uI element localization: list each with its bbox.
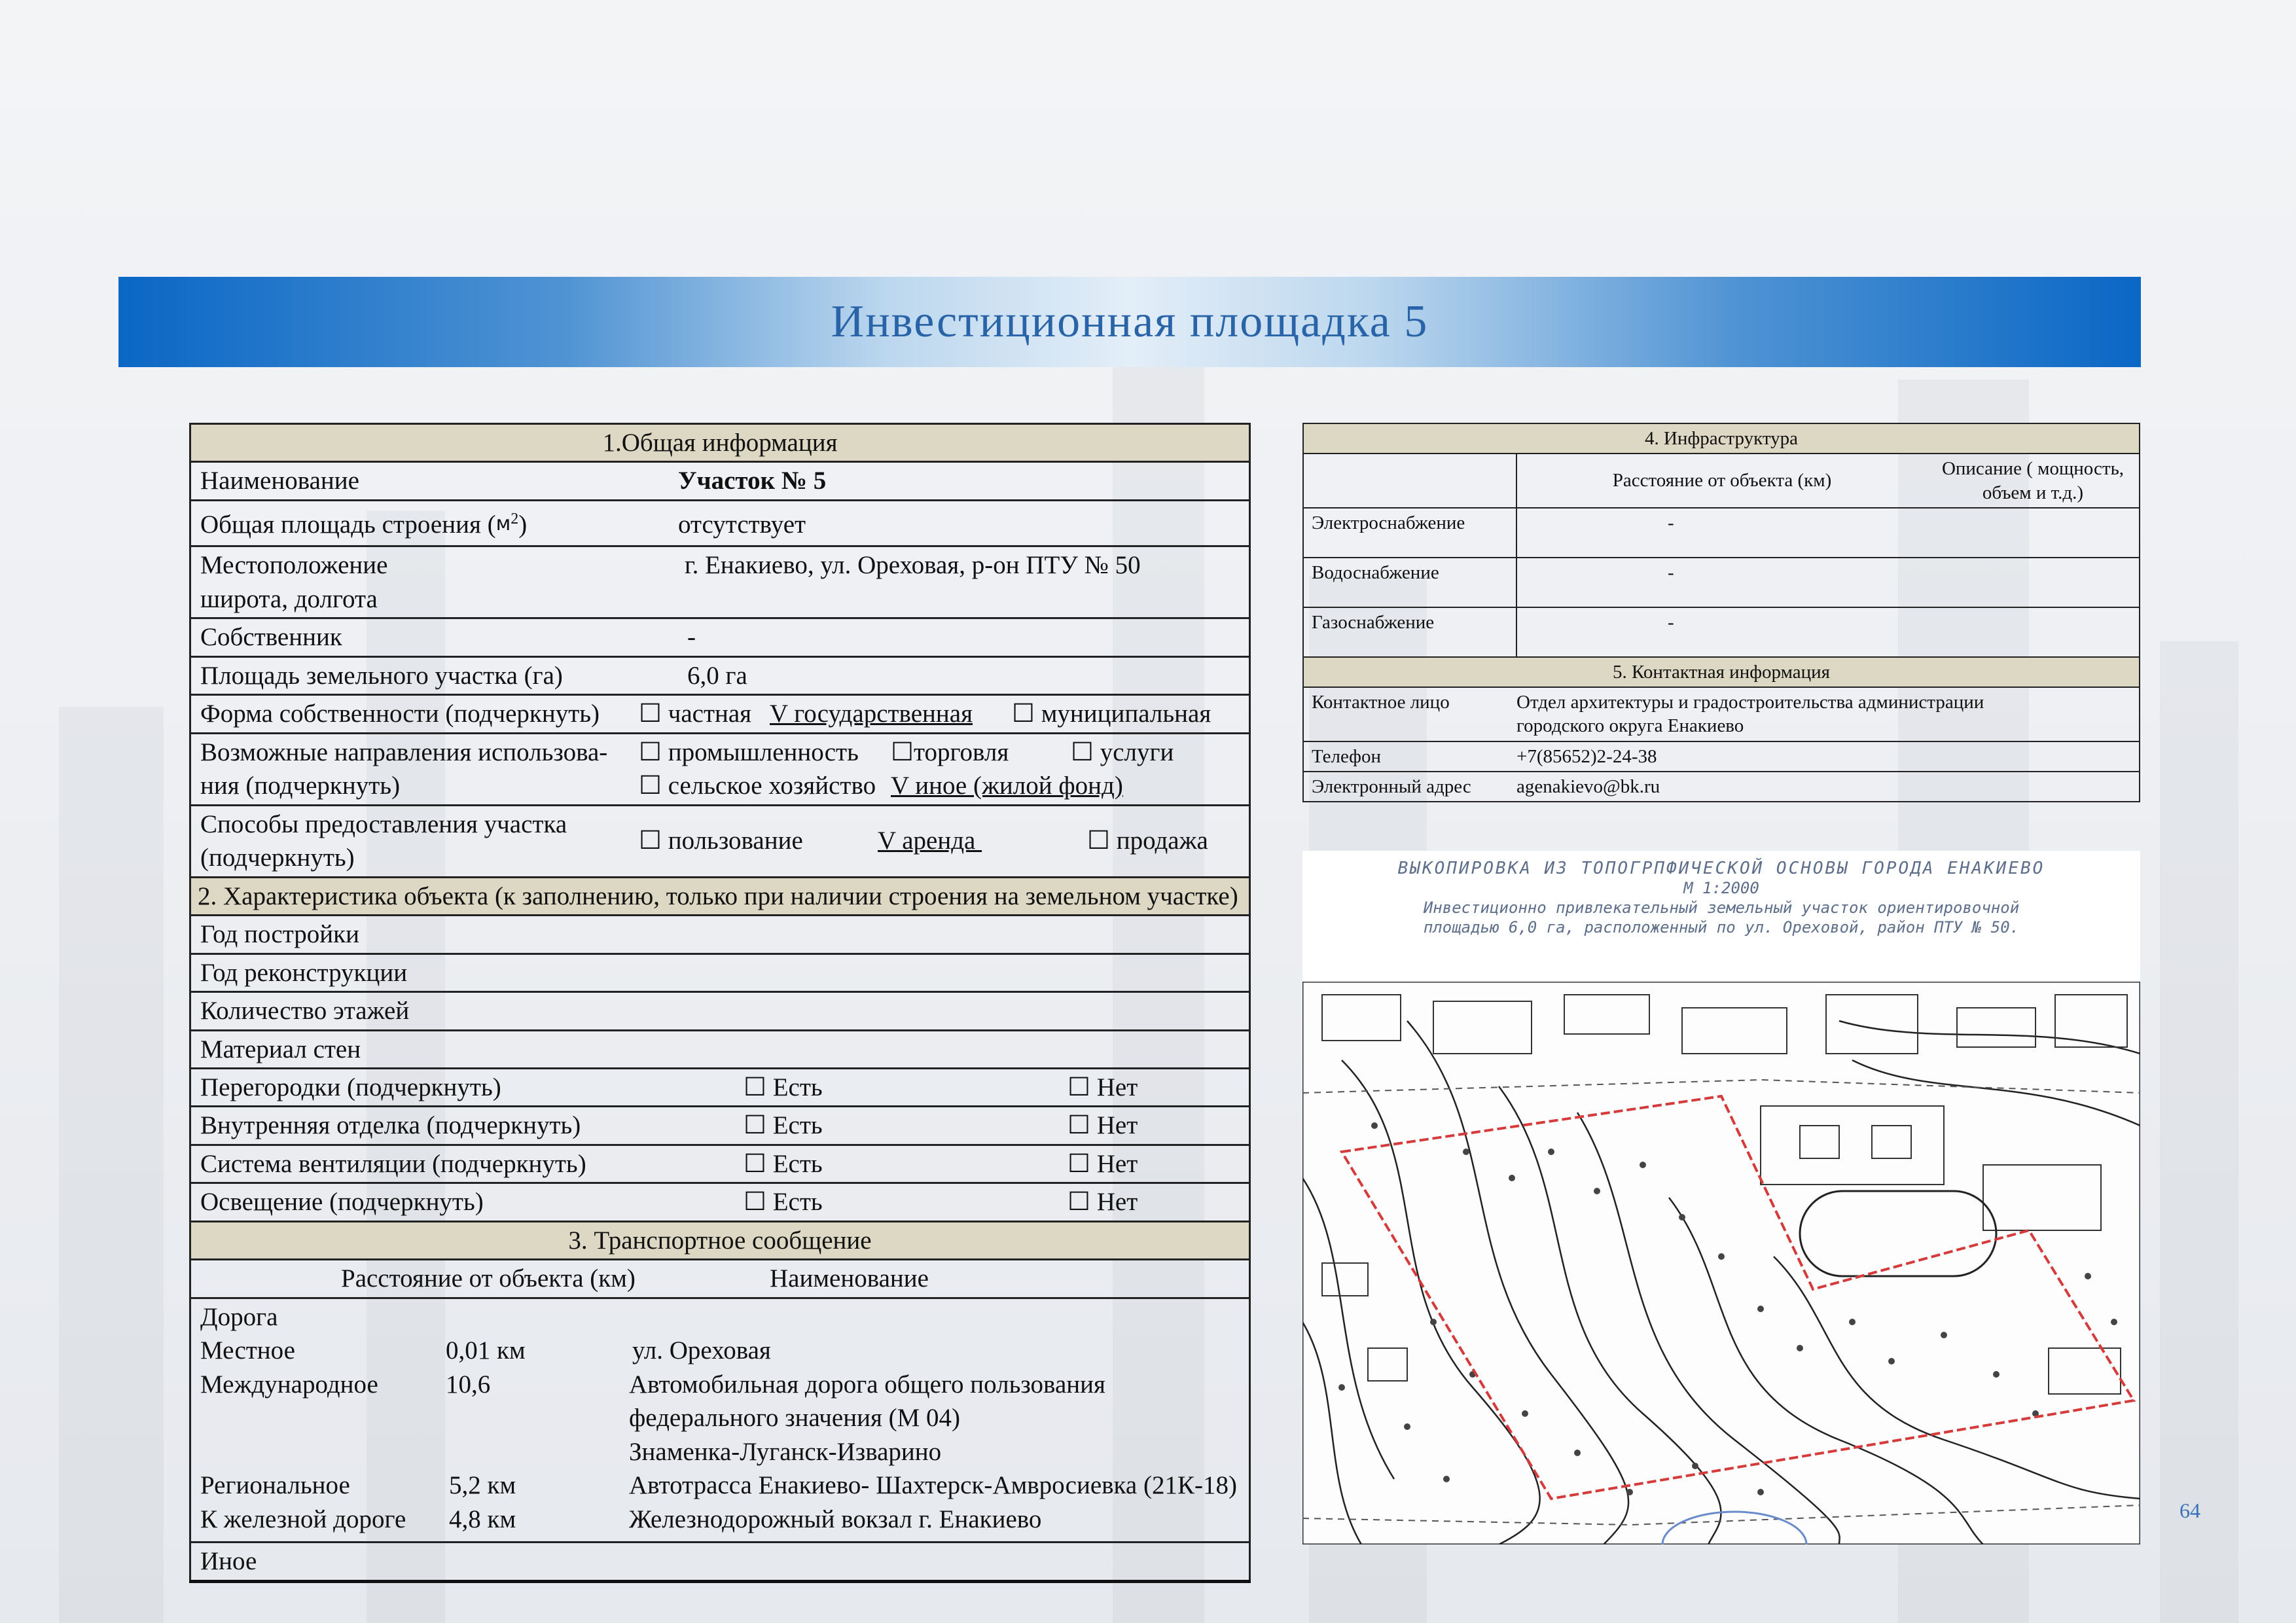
infra-row-electricity: Электроснабжение - [1303,508,2140,558]
row-ventilation: Система вентиляции (подчеркнуть) ☐ Есть ☐ Нет [190,1145,1250,1183]
transport-columns: Расстояние от объекта (км) Наименование [190,1260,1250,1298]
section-header-infrastructure: 4. Инфраструктура [1303,423,2140,454]
road-row-international: Международное 10,6 Автомобильная дорога общего пользования федерального значения (М 04) Знаменка-Луганск-Изварино [200,1370,1105,1466]
row-reconstruction-year: Год реконструкции [190,954,1250,991]
row-owner: Собственник - [190,618,1250,656]
general-info-table [189,423,1251,1583]
row-name: Наименование Участок № 5 [190,462,1250,500]
email-link[interactable]: agenakievo@bk.ru [1516,772,2140,802]
infra-row-water: Водоснабжение - [1303,558,2140,607]
row-other: Иное [190,1543,1250,1581]
row-area: Общая площадь строения $(м^2)$ отсутствует [190,500,1250,546]
page-number: 64 [2179,1499,2200,1522]
row-land-area: Площадь земельного участка (га) 6,0 га [190,656,1250,694]
title-banner [118,277,2141,367]
road-row-railway: К железной дороге 4,8 км Железнодорожный вокзал г. Енакиево [200,1505,1042,1533]
row-interior: Внутренняя отделка (подчеркнуть) ☐ Есть ☐ Нет [190,1107,1250,1145]
row-wall-material: Материал стен [190,1030,1250,1068]
row-floors: Количество этажей [190,992,1250,1030]
row-partitions: Перегородки (подчеркнуть) ☐ Есть ☐ Нет [190,1068,1250,1106]
plot-name: Участок № 5 [678,467,827,495]
road-row-local: Местное 0,01 км ул. Ореховая [200,1336,771,1365]
section-header-contacts: 5. Контактная информация [1303,657,2140,687]
row-built-year: Год постройки [190,916,1250,954]
infra-row-gas: Газоснабжение - [1303,607,2140,657]
row-location: Местоположение широта, долгота г. Енакиево, ул. Ореховая, р-он ПТУ № 50 [190,546,1250,618]
topographic-map [1302,851,2140,1544]
row-ownership: Форма собственности (подчеркнуть) ☐ частная V государственная ☐ муниципальная [190,695,1250,733]
contact-phone-row: Телефон +7(85652)2-24-38 [1303,741,2140,772]
row-usage: Возможные направления использова- ния (подчеркнуть) ☐ промышленность ☐торговля ☐ услуги ☐ сельское хозяйство V иное (жилой фонд) [190,733,1250,805]
infrastructure-columns: Расстояние от объекта (км) Описание ( мощность, объем и т.д.) [1303,454,2140,508]
section-header-characteristics: 2. Характеристика объекта (к заполнению, только при наличии строения на земельном участке) [190,877,1250,915]
section-header-transport: 3. Транспортное сообщение [190,1221,1250,1259]
transport-roads: Дорога Местное 0,01 км ул. Ореховая Международное 10,6 Автомобильная дорога общего пользования федерального значения (М 04) Знаменка-Луганск-Изварино Региональное 5,2 км Автотрасса Енакиево- Шахтерск-Амвросиевка (21К-18) К железной дороге 4,8 км Железнодорожный вокзал г. Енакиево [190,1298,1250,1542]
section-header-general: 1.Общая информация [190,424,1250,462]
row-lighting: Освещение (подчеркнуть) ☐ Есть ☐ Нет [190,1183,1250,1221]
map-drawing [1302,982,2140,1544]
contact-person-row: Контактное лицо Отдел архитектуры и градостроительства администрации городского округа Енакиево [1303,687,2140,741]
infrastructure-contacts-table [1302,423,2140,802]
row-provision: Способы предоставления участка (подчеркнуть) ☐ пользование V аренда ☐ продажа [190,805,1250,877]
map-caption: ВЫКОПИРОВКА ИЗ ТОПОГРПФИЧЕСКОЙ ОСНОВЫ ГОРОДА ЕНАКИЕВО М 1:2000 Инвестиционно привлекательный земельный участок ориентировочной площадью 6,0 га, расположенный по ул. Ореховой, район ПТУ № 50. [1397,859,2045,936]
contact-email-row: Электронный адрес agenakievo@bk.ru [1303,772,2140,802]
road-row-regional: Региональное 5,2 км Автотрасса Енакиево- Шахтерск-Амвросиевка (21К-18) [200,1471,1237,1500]
page-title: Инвестиционная площадка 5 [831,296,1429,347]
